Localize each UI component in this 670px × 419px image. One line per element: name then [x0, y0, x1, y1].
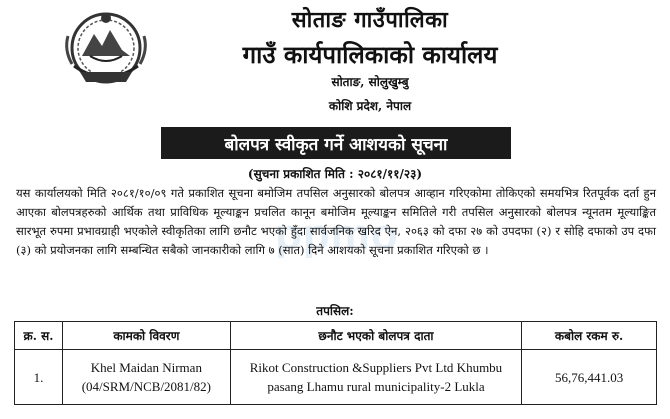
org-name: सोताङ गाउँपालिका	[291, 7, 449, 33]
col-header-sn: क्र. स.	[15, 322, 63, 350]
col-header-amount: कबोल रकम रु.	[522, 322, 657, 350]
bidder-line-1: Rikot Construction &Suppliers Pvt Ltd Khumbu	[249, 360, 503, 375]
work-name: Khel Maidan Nirman	[90, 360, 202, 375]
col-header-work: कामको विवरण	[62, 322, 230, 350]
bidder-line-2: pasang Lhamu rural municipality-2 Lukla	[267, 379, 485, 394]
published-date: (सुचना प्रकाशित मिति : २०८१/११/२३)	[247, 167, 423, 181]
cell-amount: 56,76,441.03	[522, 350, 657, 405]
cell-work	[62, 350, 230, 405]
table-header-row	[15, 322, 657, 350]
office-name: गाउँ कार्यपालिकाको कार्यालय	[242, 40, 498, 69]
list-title: तपसिल:	[316, 304, 354, 318]
notice-title: बोलपत्र स्वीकृत गर्ने आशयको सूचना	[161, 127, 511, 159]
award-table	[14, 321, 657, 405]
address-line-1: सोताङ, सोलुखुम्बु	[331, 75, 409, 89]
cell-sn: 1.	[15, 350, 63, 405]
watermark: ppmo	[275, 210, 399, 259]
col-header-bidder: छनौट भएको बोलपत्र दाता	[230, 322, 521, 350]
work-ref: (04/SRM/NCB/2081/82)	[81, 379, 211, 394]
nepal-emblem-icon	[60, 6, 152, 94]
notice-body: यस कार्यालयको मिति २०८१/१०/०९ गते प्रकाशित सूचना बमोजिम तपसिल अनुसारको बोलपत्र आव्हान गरिएकोमा तोकिएको समयभित्र रितपूर्वक दर्ता हुन आएका बोलपत्रहरुको आर्थिक तथा प्राविधिक मूल्याङ्कन प्रचलित कानून बमोजिम मूल्याङ्कन समितिले गरी तपसिल अनुसारको बोलपत्र न्यूनतम मूल्याङ्कित सारभूत रुपमा प्रभावग्राही भएकोले स्वीकृतिका लागि छनौट भएको हुँदा सार्वजनिक खरिद ऐन, २०६३ को दफा २७ को उपदफा (२) र सोहि दफाको उप दफा (३) को प्रयोजनका लागि सम्बन्धित सबैको जानकारीको लागि ७ (सात) दिने आशयको सूचना प्रकाशित गरिएको छ ।	[16, 186, 656, 257]
cell-bidder	[230, 350, 521, 405]
address-line-2: कोशि प्रदेश, नेपाल	[328, 99, 412, 113]
table-row	[15, 350, 657, 405]
